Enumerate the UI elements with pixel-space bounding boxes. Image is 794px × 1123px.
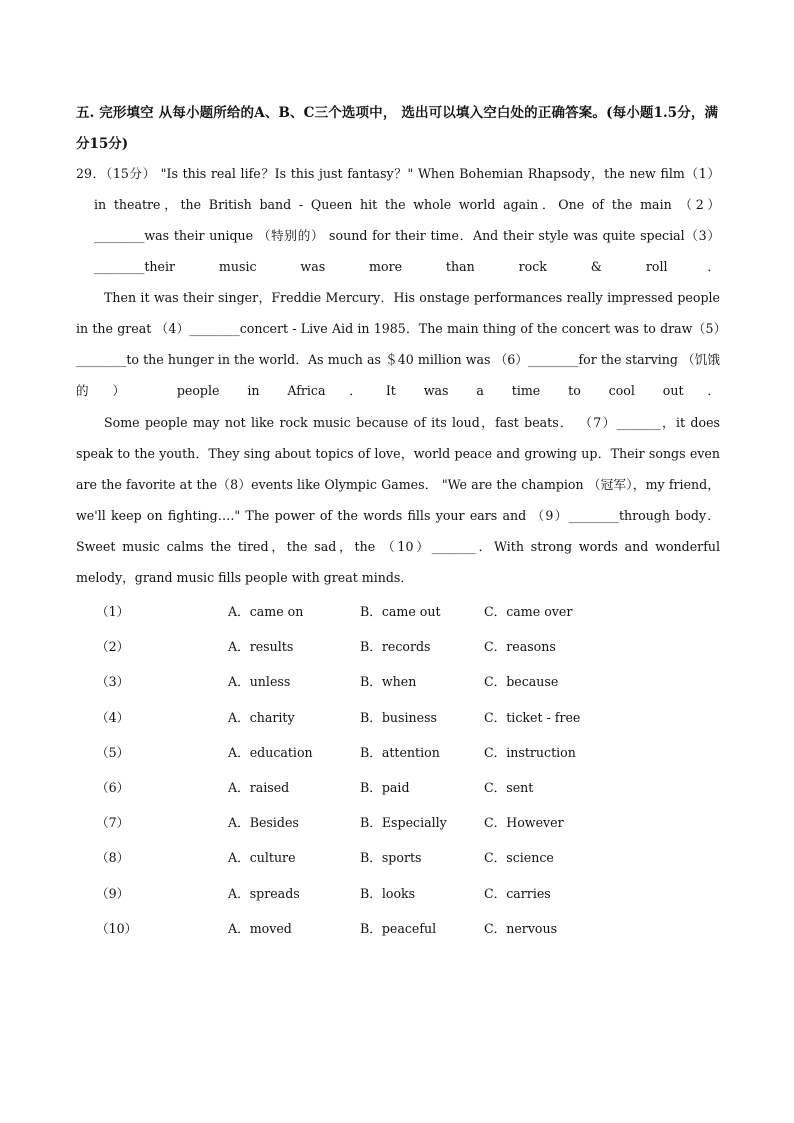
option-b: B．Especially	[360, 815, 447, 831]
option-c: C．carries	[484, 885, 551, 901]
option-a: A．spreads	[228, 885, 300, 901]
question-number: （5）	[96, 744, 130, 760]
question-number: （9）	[96, 885, 130, 901]
option-a: A．Besides	[228, 815, 299, 831]
option-c: C．reasons	[484, 639, 556, 655]
passage-paragraph-2: Then it was their singer，Freddie Mercury．His onstage performances really impressed people in the great （4）________concert - Live Aid in 1985．The main thing of the concert was to draw（5）________to the hunger in the world．As much as ＄40 million was （6）________for the starving （饥饿的） people in Africa．It was a time to cool out．	[76, 290, 720, 398]
option-row	[96, 913, 656, 948]
option-c: C．However	[484, 815, 564, 831]
option-b: B．business	[360, 709, 438, 725]
option-row	[96, 737, 656, 772]
option-b: B．sports	[360, 850, 422, 866]
option-a: A．culture	[228, 850, 296, 866]
option-row	[96, 596, 656, 631]
option-a: A．came on	[228, 604, 304, 619]
option-row	[96, 631, 656, 666]
option-a: A．raised	[228, 779, 290, 795]
option-c: C．ticket - free	[484, 709, 581, 725]
section-heading: 五. 完形填空 从每小题所给的A、B、C三个选项中， 选出可以填入空白处的正确答案。(每小题1.5分，满分15分)	[76, 105, 718, 152]
question-number: （2）	[96, 639, 130, 655]
option-c: C．instruction	[484, 744, 576, 760]
option-a: A．results	[228, 639, 294, 655]
option-row	[96, 702, 656, 737]
question-number: （1）	[96, 604, 130, 619]
question-number: （3）	[96, 674, 130, 690]
option-row	[96, 666, 656, 701]
option-row	[96, 807, 656, 842]
option-b: B．came out	[360, 604, 441, 619]
option-c: C．because	[484, 674, 559, 690]
question-number: （8）	[96, 850, 130, 866]
question-intro-line: 29．（15分） "Is this real life？Is this just fantasy？" When Bohemian Rhapsody，the new film（1）	[76, 166, 720, 181]
option-c: C．sent	[484, 779, 534, 795]
question-number: （4）	[96, 709, 130, 725]
option-a: A．education	[228, 744, 313, 760]
option-c: C．came over	[484, 604, 573, 619]
option-row	[96, 842, 656, 877]
option-b: B．looks	[360, 885, 416, 901]
question-number: （7）	[96, 815, 130, 831]
option-b: B．attention	[360, 744, 440, 760]
option-a: A．moved	[228, 920, 292, 936]
option-c: C．science	[484, 850, 554, 866]
option-b: B．when	[360, 674, 417, 690]
option-b: B．paid	[360, 779, 410, 795]
option-a: A．charity	[228, 709, 295, 725]
question-number: （10）	[96, 920, 138, 936]
option-c: C．nervous	[484, 920, 558, 936]
options-list	[96, 596, 656, 948]
option-b: B．peaceful	[360, 920, 437, 936]
option-row	[96, 772, 656, 807]
passage-paragraph-3: Some people may not like rock music because of its loud，fast beats． （7）_______，it does speak to the youth．They sing about topics of love，world peace and growing up．Their songs even are the favorite at the（8）events like Olympic Games． "We are the champion （冠军），my friend，we'll keep on fighting…." The power of the words fills your ears and （9）________through body．Sweet music calms the tired，the sad，the （10）_______．With strong words and wonderful melody，grand music fills people with great minds．	[76, 415, 720, 585]
question-number: （6）	[96, 779, 130, 795]
option-row	[96, 878, 656, 913]
passage-paragraph-1	[76, 158, 720, 282]
paragraph-1-body: in theatre，the British band - Queen hit the whole world again．One of the main （2）________was their unique （特别的） sound for their time．And their style was quite special（3）________their music was more than rock & roll．	[94, 197, 720, 274]
option-a: A．unless	[228, 674, 291, 690]
option-b: B．records	[360, 639, 431, 655]
